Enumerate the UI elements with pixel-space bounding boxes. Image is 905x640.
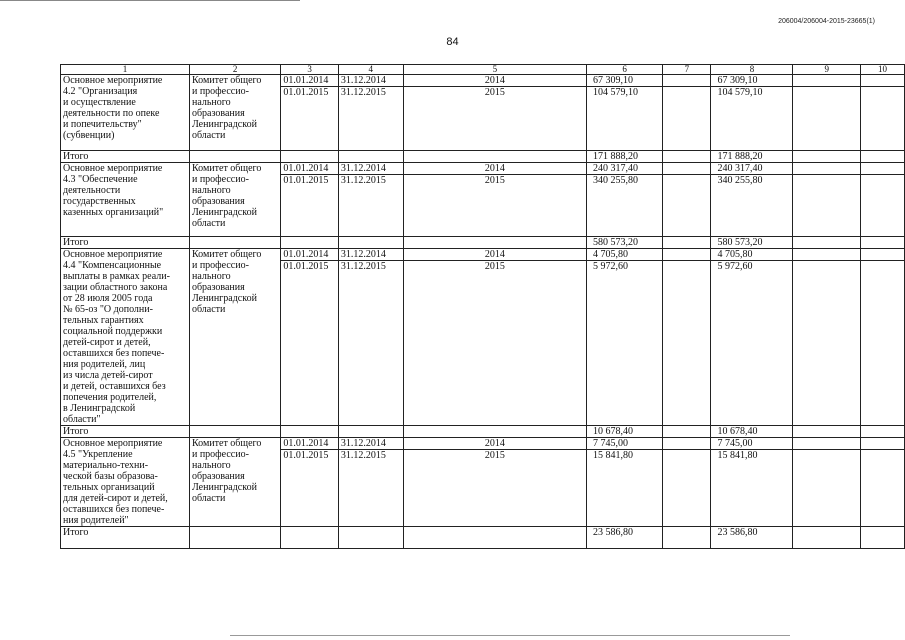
year: 2015 xyxy=(403,175,586,237)
start-date: 01.01.2014 xyxy=(281,438,338,450)
empty-cell xyxy=(861,261,905,426)
amount-col6: 340 255,80 xyxy=(587,175,663,237)
year: 2014 xyxy=(403,249,586,261)
amount-col8: 67 309,10 xyxy=(711,75,793,87)
col-header: 1 xyxy=(61,65,190,75)
table-header xyxy=(61,65,905,75)
total-label: Итого xyxy=(61,237,190,249)
total-row xyxy=(61,237,905,249)
total-label: Итого xyxy=(61,426,190,438)
empty-cell xyxy=(793,237,861,249)
empty-cell xyxy=(403,527,586,549)
empty-cell xyxy=(663,163,711,175)
empty-cell xyxy=(663,175,711,237)
empty-cell xyxy=(663,75,711,87)
amount-col8: 104 579,10 xyxy=(711,87,793,151)
empty-cell xyxy=(189,426,280,438)
amount-col6: 7 745,00 xyxy=(587,438,663,450)
empty-cell xyxy=(189,237,280,249)
amount-col8: 7 745,00 xyxy=(711,438,793,450)
start-date: 01.01.2014 xyxy=(281,163,338,175)
empty-cell xyxy=(189,527,280,549)
col-header: 8 xyxy=(711,65,793,75)
col-header: 9 xyxy=(793,65,861,75)
activity-name: Основное мероприятие 4.5 "Укрепление материально-техни- ческой базы образова- тельных организаций для детей-сирот и детей, оставшихся без попече- ния родителей" xyxy=(61,438,190,527)
total-col6: 23 586,80 xyxy=(587,527,663,549)
empty-cell xyxy=(861,249,905,261)
table-row xyxy=(61,438,905,450)
year: 2014 xyxy=(403,438,586,450)
total-col6: 580 573,20 xyxy=(587,237,663,249)
year: 2015 xyxy=(403,261,586,426)
empty-cell xyxy=(403,426,586,438)
total-col6: 10 678,40 xyxy=(587,426,663,438)
empty-cell xyxy=(663,237,711,249)
empty-cell xyxy=(861,87,905,151)
total-col8: 171 888,20 xyxy=(711,151,793,163)
empty-cell xyxy=(663,87,711,151)
amount-col6: 104 579,10 xyxy=(587,87,663,151)
end-date: 31.12.2014 xyxy=(338,438,403,450)
empty-cell xyxy=(793,261,861,426)
empty-cell xyxy=(861,426,905,438)
col-header: 7 xyxy=(663,65,711,75)
empty-cell xyxy=(663,151,711,163)
empty-cell xyxy=(793,75,861,87)
empty-cell xyxy=(663,426,711,438)
empty-cell xyxy=(338,237,403,249)
total-row xyxy=(61,151,905,163)
empty-cell xyxy=(338,426,403,438)
empty-cell xyxy=(338,527,403,549)
col-header: 6 xyxy=(587,65,663,75)
start-date: 01.01.2015 xyxy=(281,87,338,151)
end-date: 31.12.2014 xyxy=(338,163,403,175)
empty-cell xyxy=(793,450,861,527)
empty-cell xyxy=(281,151,338,163)
empty-cell xyxy=(793,151,861,163)
empty-cell xyxy=(403,151,586,163)
empty-cell xyxy=(793,249,861,261)
activity-name: Основное мероприятие 4.2 "Организация и осуществление деятельности по опеке и попечительству" (субвенции) xyxy=(61,75,190,151)
document-id: 206004/206004-2015-23665(1) xyxy=(778,18,875,25)
col-header: 5 xyxy=(403,65,586,75)
empty-cell xyxy=(281,527,338,549)
end-date: 31.12.2015 xyxy=(338,261,403,426)
year: 2014 xyxy=(403,163,586,175)
total-col6: 171 888,20 xyxy=(587,151,663,163)
amount-col6: 67 309,10 xyxy=(587,75,663,87)
total-col8: 23 586,80 xyxy=(711,527,793,549)
table-row xyxy=(61,249,905,261)
empty-cell xyxy=(861,175,905,237)
empty-cell xyxy=(861,237,905,249)
empty-cell xyxy=(793,163,861,175)
start-date: 01.01.2014 xyxy=(281,249,338,261)
total-row xyxy=(61,426,905,438)
empty-cell xyxy=(338,151,403,163)
amount-col8: 340 255,80 xyxy=(711,175,793,237)
budget-table xyxy=(60,64,905,549)
empty-cell xyxy=(663,261,711,426)
top-rule xyxy=(0,0,300,1)
end-date: 31.12.2014 xyxy=(338,249,403,261)
empty-cell xyxy=(663,249,711,261)
amount-col8: 240 317,40 xyxy=(711,163,793,175)
empty-cell xyxy=(793,175,861,237)
year: 2014 xyxy=(403,75,586,87)
empty-cell xyxy=(861,151,905,163)
amount-col8: 4 705,80 xyxy=(711,249,793,261)
total-col8: 580 573,20 xyxy=(711,237,793,249)
empty-cell xyxy=(793,426,861,438)
start-date: 01.01.2015 xyxy=(281,261,338,426)
executor-name: Комитет общего и профессио- нального образования Ленинградской области xyxy=(189,163,280,237)
total-row xyxy=(61,527,905,549)
amount-col8: 15 841,80 xyxy=(711,450,793,527)
executor-name: Комитет общего и профессио- нального образования Ленинградской области xyxy=(189,438,280,527)
activity-name: Основное мероприятие 4.4 "Компенсационные выплаты в рамках реали- зации областного закона от 28 июля 2005 года № 65-оз "О дополни- тельных гарантиях социальной поддержки детей-сирот и детей, оставшихся без попече- ния родителей, лиц из числа детей-сирот и детей, оставшихся без попечения родителей, в Ленинградской области" xyxy=(61,249,190,426)
empty-cell xyxy=(281,237,338,249)
end-date: 31.12.2015 xyxy=(338,175,403,237)
amount-col6: 4 705,80 xyxy=(587,249,663,261)
empty-cell xyxy=(861,163,905,175)
start-date: 01.01.2015 xyxy=(281,175,338,237)
table-row xyxy=(61,163,905,175)
empty-cell xyxy=(793,527,861,549)
executor-name: Комитет общего и профессио- нального образования Ленинградской области xyxy=(189,249,280,426)
empty-cell xyxy=(861,438,905,450)
total-col8: 10 678,40 xyxy=(711,426,793,438)
total-label: Итого xyxy=(61,151,190,163)
empty-cell xyxy=(403,237,586,249)
empty-cell xyxy=(861,75,905,87)
col-header: 10 xyxy=(861,65,905,75)
amount-col6: 15 841,80 xyxy=(587,450,663,527)
col-header: 4 xyxy=(338,65,403,75)
amount-col6: 5 972,60 xyxy=(587,261,663,426)
start-date: 01.01.2014 xyxy=(281,75,338,87)
end-date: 31.12.2014 xyxy=(338,75,403,87)
empty-cell xyxy=(663,450,711,527)
year: 2015 xyxy=(403,87,586,151)
empty-cell xyxy=(189,151,280,163)
amount-col6: 240 317,40 xyxy=(587,163,663,175)
empty-cell xyxy=(793,87,861,151)
empty-cell xyxy=(663,527,711,549)
page-number: 84 xyxy=(446,36,459,48)
table-row xyxy=(61,75,905,87)
total-label: Итого xyxy=(61,527,190,549)
activity-name: Основное мероприятие 4.3 "Обеспечение деятельности государственных казенных организаций" xyxy=(61,163,190,237)
executor-name: Комитет общего и профессио- нального образования Ленинградской области xyxy=(189,75,280,151)
empty-cell xyxy=(861,527,905,549)
empty-cell xyxy=(861,450,905,527)
amount-col8: 5 972,60 xyxy=(711,261,793,426)
bottom-rule xyxy=(230,635,790,636)
start-date: 01.01.2015 xyxy=(281,450,338,527)
empty-cell xyxy=(281,426,338,438)
year: 2015 xyxy=(403,450,586,527)
col-header: 3 xyxy=(281,65,338,75)
end-date: 31.12.2015 xyxy=(338,450,403,527)
col-header: 2 xyxy=(189,65,280,75)
end-date: 31.12.2015 xyxy=(338,87,403,151)
empty-cell xyxy=(793,438,861,450)
empty-cell xyxy=(663,438,711,450)
